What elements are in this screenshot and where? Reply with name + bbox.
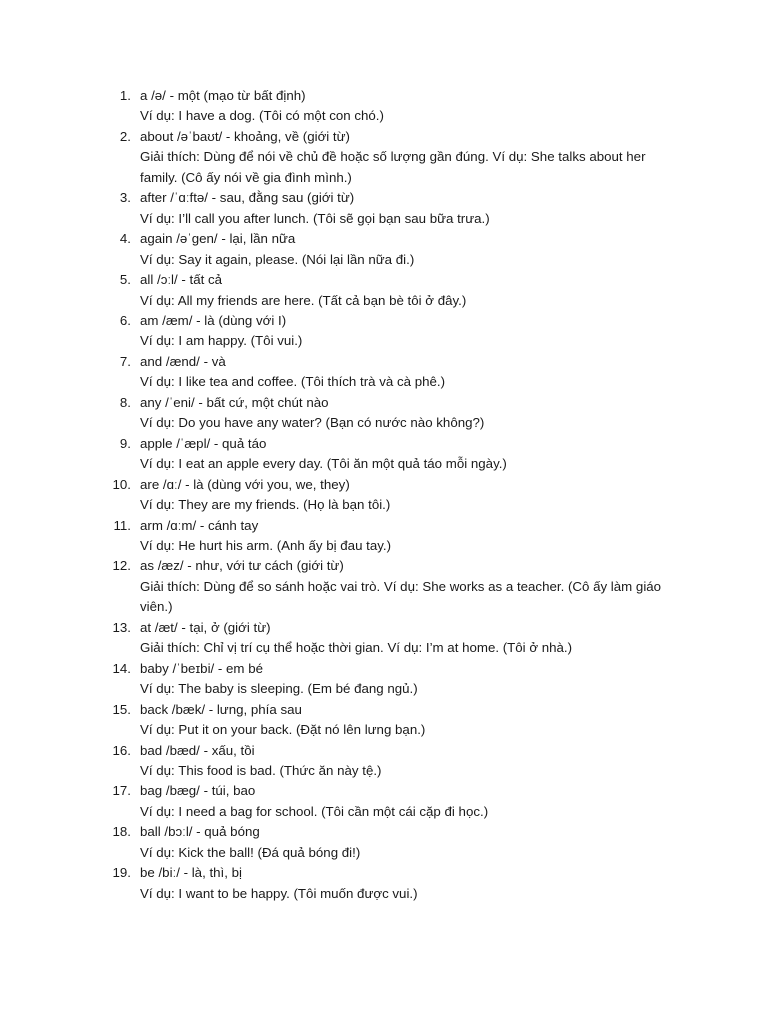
- list-item: [0, 700, 768, 741]
- item-number: 6.: [119, 312, 131, 328]
- item-number: 14.: [112, 660, 131, 676]
- list-item: [0, 352, 768, 393]
- item-detail: Ví dụ: They are my friends. (Họ là bạn tôi.): [140, 497, 391, 513]
- item-detail: Ví dụ: All my friends are here. (Tất cả bạn bè tôi ở đây.): [140, 292, 467, 308]
- list-item: [0, 618, 768, 659]
- item-number: 5.: [119, 272, 131, 288]
- item-headword: apple /ˈæpl/ - quả táo: [140, 435, 267, 451]
- item-detail: Ví dụ: I have a dog. (Tôi có một con chó.): [140, 108, 384, 124]
- list-item: [0, 516, 768, 557]
- item-detail: Ví dụ: This food is bad. (Thức ăn này tệ.): [140, 762, 382, 778]
- item-number: 13.: [112, 619, 131, 635]
- item-number: 9.: [119, 435, 131, 451]
- item-headword: am /æm/ - là (dùng với I): [140, 312, 287, 328]
- item-detail: Ví dụ: I’ll call you after lunch. (Tôi sẽ gọi bạn sau bữa trưa.): [140, 210, 490, 226]
- item-headword: baby /ˈbeɪbi/ - em bé: [140, 660, 263, 676]
- list-item: [0, 822, 768, 863]
- item-detail: Ví dụ: He hurt his arm. (Anh ấy bị đau tay.): [140, 537, 392, 553]
- item-detail: Giải thích: Dùng để so sánh hoặc vai trò. Ví dụ: She works as a teacher. (Cô ấy làm giáo viên.): [140, 578, 662, 615]
- item-headword: ball /bɔːl/ - quả bóng: [140, 824, 260, 840]
- item-detail: Ví dụ: I eat an apple every day. (Tôi ăn một quả táo mỗi ngày.): [140, 456, 507, 472]
- item-number: 2.: [119, 128, 131, 144]
- item-detail: Ví dụ: Say it again, please. (Nói lại lần nữa đi.): [140, 251, 415, 267]
- item-headword: bad /bæd/ - xấu, tồi: [140, 742, 255, 758]
- item-detail: Ví dụ: I am happy. (Tôi vui.): [140, 333, 303, 349]
- item-number: 15.: [112, 701, 131, 717]
- list-item: [0, 475, 768, 516]
- item-number: 10.: [112, 476, 131, 492]
- list-item: [0, 393, 768, 434]
- item-detail: Ví dụ: The baby is sleeping. (Em bé đang ngủ.): [140, 681, 418, 697]
- list-item: [0, 188, 768, 229]
- item-headword: about /əˈbaʊt/ - khoảng, về (giới từ): [140, 128, 350, 144]
- item-number: 1.: [119, 88, 131, 103]
- item-detail: Giải thích: Dùng để nói về chủ đề hoặc số lượng gần đúng. Ví dụ: She talks about her family. (Cô ấy nói về gia đình mình.): [140, 149, 646, 185]
- item-headword: at /æt/ - tại, ở (giới từ): [140, 619, 271, 635]
- item-number: 17.: [112, 783, 131, 799]
- list-item: [0, 127, 768, 188]
- item-number: 11.: [113, 517, 131, 533]
- item-headword: all /ɔːl/ - tất cả: [140, 272, 223, 288]
- item-number: 3.: [119, 190, 131, 206]
- list-item: [0, 659, 768, 700]
- item-headword: again /əˈgen/ - lại, lần nữa: [140, 231, 296, 247]
- item-headword: be /biː/ - là, thì, bị: [140, 865, 242, 881]
- item-number: 16.: [112, 742, 131, 758]
- item-number: 12.: [112, 558, 131, 574]
- item-headword: a /ə/ - một (mạo từ bất định): [140, 88, 306, 103]
- item-detail: Ví dụ: Kick the ball! (Đá quả bóng đi!): [140, 844, 361, 860]
- item-detail: Giải thích: Chỉ vị trí cụ thể hoặc thời gian. Ví dụ: I’m at home. (Tôi ở nhà.): [140, 640, 573, 656]
- list-item: [0, 229, 768, 270]
- item-detail: Ví dụ: Do you have any water? (Bạn có nước nào không?): [140, 415, 485, 431]
- list-item: [0, 741, 768, 782]
- vocabulary-list: [0, 86, 768, 904]
- item-detail: Ví dụ: I like tea and coffee. (Tôi thích trà và cà phê.): [140, 374, 446, 390]
- item-number: 19.: [112, 865, 131, 881]
- item-headword: any /ˈeni/ - bất cứ, một chút nào: [140, 394, 329, 410]
- list-item: [0, 556, 768, 617]
- item-headword: and /ænd/ - và: [140, 353, 226, 369]
- item-headword: back /bæk/ - lưng, phía sau: [140, 701, 302, 717]
- list-item: [0, 311, 768, 352]
- list-item: [0, 270, 768, 311]
- item-number: 8.: [119, 394, 131, 410]
- item-number: 4.: [119, 231, 131, 247]
- item-headword: as /æz/ - như, với tư cách (giới từ): [140, 558, 344, 574]
- list-item: [0, 863, 768, 904]
- list-item: [0, 86, 768, 127]
- item-headword: bag /bæg/ - túi, bao: [140, 783, 256, 799]
- list-item: [0, 781, 768, 822]
- item-headword: arm /ɑːm/ - cánh tay: [140, 517, 259, 533]
- item-detail: Ví dụ: I want to be happy. (Tôi muốn được vui.): [140, 885, 418, 901]
- item-detail: Ví dụ: Put it on your back. (Đặt nó lên lưng bạn.): [140, 722, 426, 738]
- item-headword: after /ˈɑːftə/ - sau, đằng sau (giới từ): [140, 190, 355, 206]
- item-headword: are /ɑː/ - là (dùng với you, we, they): [140, 476, 350, 492]
- item-number: 7.: [119, 353, 131, 369]
- item-number: 18.: [112, 824, 131, 840]
- item-detail: Ví dụ: I need a bag for school. (Tôi cần một cái cặp đi học.): [140, 803, 489, 819]
- list-item: [0, 434, 768, 475]
